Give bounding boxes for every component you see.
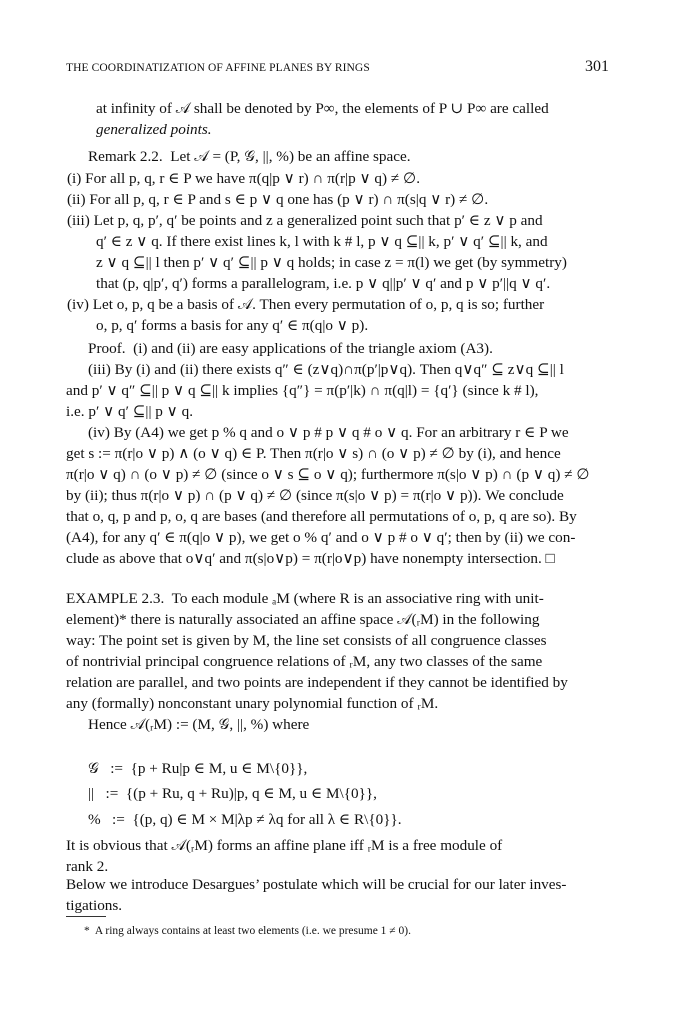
remark-item-iv: (iv) Let o, p, q be a basis of 𝒜. Then every permutation of o, p, q is so; further [67, 296, 545, 313]
example-line: relation are parallel, and two points are independent if they cannot be identified by [66, 674, 568, 691]
proof-line: (A4), for any q′ ∈ π(q|o ∨ p), we get o % q′ and o ∨ p # o ∨ q′; then by (ii) we con- [66, 529, 576, 546]
obvious-paragraph [66, 835, 502, 877]
example-line: EXAMPLE 2.3. To each module ₐM (where R is an associative ring with unit- [66, 590, 544, 607]
footnote-rule [66, 916, 106, 917]
proof-start [88, 338, 564, 380]
definitions [88, 756, 402, 833]
proof-line: (iv) By (A4) we get p % q and o ∨ p # p ∨ q # o ∨ q. For an arbitrary r ∈ P we [88, 424, 569, 441]
proof-line: i.e. p′ ∨ q′ ⊆|| p ∨ q. [66, 403, 193, 420]
below-paragraph [66, 874, 566, 916]
example-line: any (formally) nonconstant unary polynomial function of ᵣM. [66, 695, 439, 712]
page-number: 301 [585, 58, 609, 75]
proof-line: π(r|o ∨ q) ∩ (o ∨ p) ≠ ∅ (since o ∨ s ⊆ o ∨ q); furthermore π(s|o ∨ p) ∩ (p ∨ q) ≠ ∅ [66, 466, 590, 483]
example-paragraph [66, 588, 568, 735]
footnote: * A ring always contains at least two elements (i.e. we presume 1 ≠ 0). [84, 925, 411, 937]
example-line: of nontrivial principal congruence relations of ᵣM, any two classes of the same [66, 653, 543, 670]
remark-item-ii: (ii) For all p, q, r ∈ P and s ∈ p ∨ q one has (p ∨ r) ∩ π(s|q ∨ r) ≠ ∅. [67, 191, 489, 208]
remark-item-iii: (iii) Let p, q, p′, q′ be points and z a generalized point such that p′ ∈ z ∨ p and [67, 212, 543, 229]
remark-item-iii-cont: q′ ∈ z ∨ q. If there exist lines k, l with k # l, p ∨ q ⊆|| k, p′ ∨ q′ ⊆|| k, and [96, 233, 548, 250]
definition-parallel: || := {(p + Ru, q + Ru)|p, q ∈ M, u ∈ M\{0}}, [88, 785, 377, 802]
obvious-line: It is obvious that 𝒜(ᵣM) forms an affine plane iff ᵣM is a free module of [66, 837, 503, 854]
definition-independent: % := {(p, q) ∈ M × M|λp ≠ λq for all λ ∈ R\{0}}. [88, 811, 402, 828]
remark-heading [88, 146, 411, 167]
intro-paragraph [96, 98, 549, 140]
running-title: THE COORDINATIZATION OF AFFINE PLANES BY RINGS [66, 62, 370, 74]
example-line: Hence 𝒜(ᵣM) := (M, 𝒢, ||, %) where [88, 716, 310, 733]
example-line: way: The point set is given by M, the line set consists of all congruence classes [66, 632, 547, 649]
remark-line: Remark 2.2. Let 𝒜 = (P, 𝒢, ||, %) be an affine space. [88, 148, 411, 165]
remark-items [67, 168, 567, 336]
intro-line: generalized points. [96, 121, 212, 138]
remark-item-iii-cont: z ∨ q ⊆|| l then p′ ∨ q′ ⊆|| p ∨ q holds; in case z = π(l) we get (by symmetry) [96, 254, 567, 271]
below-line: Below we introduce Desargues’ postulate which will be crucial for our later inves- [66, 876, 567, 893]
proof-line: clude as above that o∨q′ and π(s|o∨p) = π(r|o∨p) have nonempty intersection. □ [66, 550, 555, 567]
remark-item-i: (i) For all p, q, r ∈ P we have π(q|p ∨ r) ∩ π(r|p ∨ q) ≠ ∅. [67, 170, 420, 187]
proof-line: that o, q, p and p, o, q are bases (and therefore all permutations of o, p, q are so). By [66, 508, 577, 525]
proof-line: (iii) By (i) and (ii) there exists q″ ∈ (z∨q)∩π(p′|p∨q). Then q∨q″ ⊆ z∨q ⊆|| l [88, 361, 564, 378]
intro-line: at infinity of 𝒜 shall be denoted by P∞, the elements of P ∪ P∞ are called [96, 100, 549, 117]
proof-line: get s := π(r|o ∨ p) ∧ (o ∨ q) ∈ P. Then π(r|o ∨ s) ∩ (o ∨ p) ≠ ∅ by (i), and hence [66, 445, 561, 462]
example-line: element)* there is naturally associated an affine space 𝒜(ᵣM) in the following [66, 611, 540, 628]
remark-item-iii-cont: that (p, q|p′, q′) forms a parallelogram, i.e. p ∨ q||p′ ∨ q′ and p ∨ p′||q ∨ q′. [96, 275, 551, 292]
proof-line: by (ii); thus π(r|o ∨ p) ∩ (p ∨ q) ≠ ∅ (since π(s|o ∨ p) = π(r|o ∨ p)). We conclude [66, 487, 564, 504]
proof-body [66, 380, 590, 569]
remark-item-iv-cont: o, p, q′ forms a basis for any q′ ∈ π(q|o ∨ p). [96, 317, 369, 334]
obvious-line: rank 2. [66, 858, 109, 875]
proof-line: Proof. (i) and (ii) are easy applications of the triangle axiom (A3). [88, 340, 493, 357]
proof-line: and p′ ∨ q″ ⊆|| p ∨ q ⊆|| k implies {q″} = π(p′|k) ∩ π(q|l) = {q′} (since k # l), [66, 382, 539, 399]
definition-g: 𝒢 := {p + Ru|p ∈ M, u ∈ M\{0}}, [88, 760, 308, 777]
below-line: tigations. [66, 897, 123, 914]
